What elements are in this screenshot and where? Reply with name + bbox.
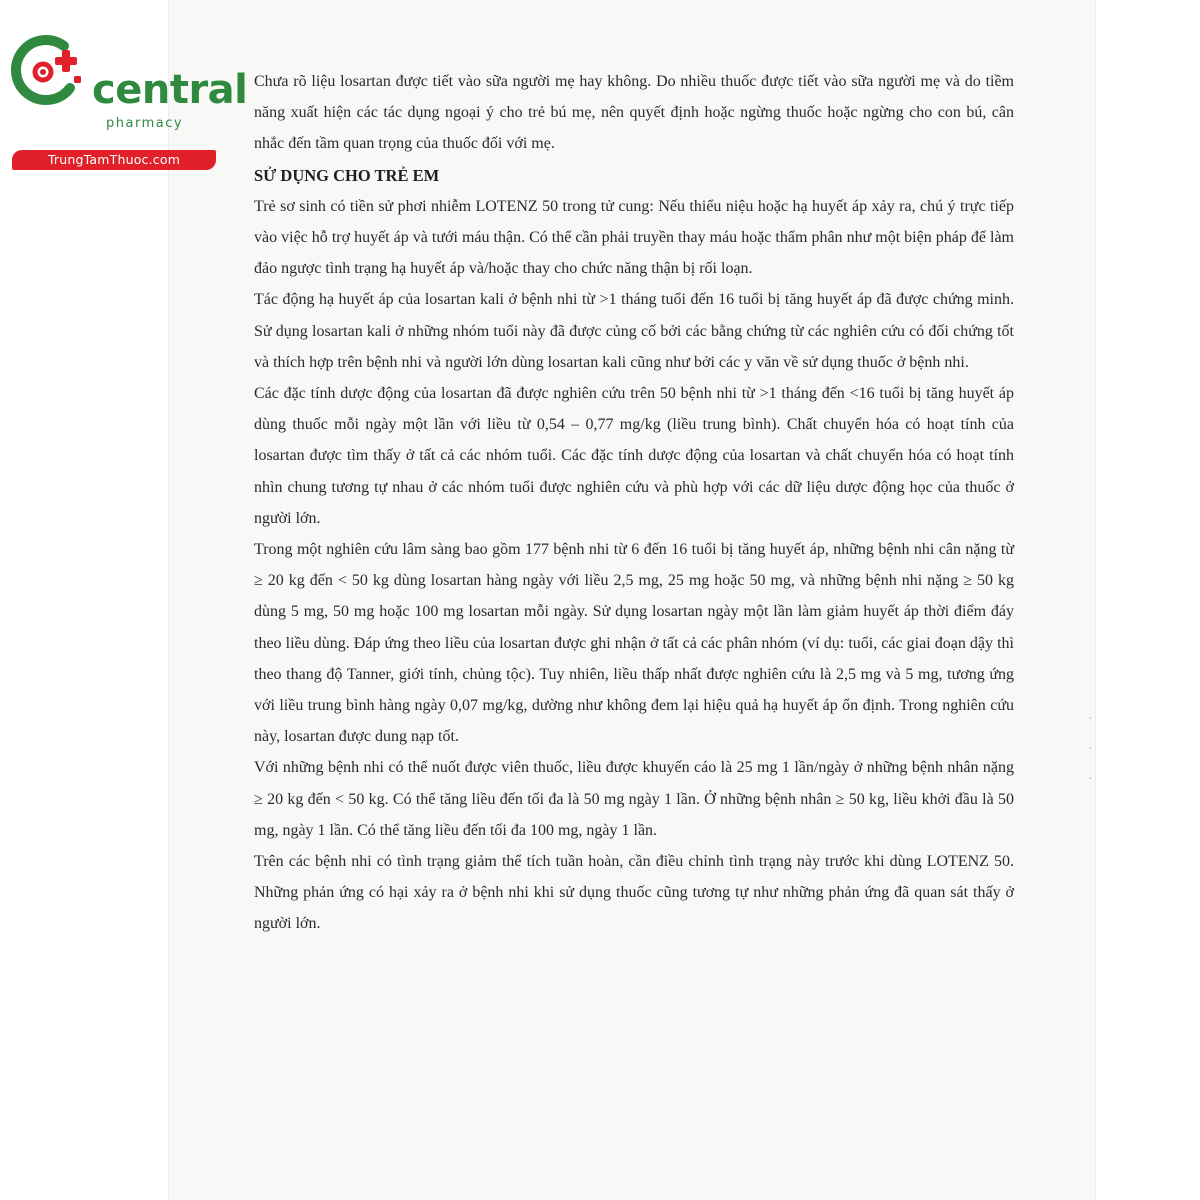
- heading-use-in-children: SỬ DỤNG CHO TRẺ EM: [254, 165, 440, 185]
- document-body: [254, 66, 1014, 940]
- paragraph-antihypertensive-effect: Tác động hạ huyết áp của losartan kali ở bệnh nhi từ >1 tháng tuổi đến 16 tuổi bị tăng huyết áp đã được chứng minh. Sử dụng losartan kali ở những nhóm tuổi này đã được củng cố bởi các bằng chứng từ các nghiên cứu có đối chứng tốt và thích hợp trên bệnh nhi và người lớn dùng losartan kali cũng như bởi các y văn về sử dụng thuốc ở bệnh nhi.: [254, 291, 1014, 371]
- paragraph-breastfeeding: Chưa rõ liệu losartan được tiết vào sữa người mẹ hay không. Do nhiều thuốc được tiết vào sữa người mẹ và do tiềm năng xuất hiện các tác dụng ngoại ý cho trẻ bú mẹ, nên quyết định hoặc ngừng thuốc hoặc ngừng cho con bú, cân nhắc đến tầm quan trọng của thuốc đối với mẹ.: [254, 73, 1014, 153]
- brand-subtitle: pharmacy: [106, 116, 184, 131]
- paragraph-neonates: Trẻ sơ sinh có tiền sử phơi nhiễm LOTENZ 50 trong tử cung: Nếu thiểu niệu hoặc hạ huyết áp xảy ra, chú ý trực tiếp vào việc hỗ trợ huyết áp và tưới máu thận. Có thể cần phải truyền thay máu hoặc thẩm phân như một biện pháp để làm đảo ngược tình trạng hạ huyết áp và/hoặc thay cho chức năng thận bị rối loạn.: [254, 197, 1014, 278]
- margin-stamp-mark: ·: [1088, 742, 1093, 757]
- paragraph-clinical-study: Trong một nghiên cứu lâm sàng bao gồm 177 bệnh nhi từ 6 đến 16 tuổi bị tăng huyết áp, những bệnh nhi cân nặng từ ≥ 20 kg đến < 50 kg dùng losartan hàng ngày với liều 2,5 mg, 25 mg hoặc 50 mg, và những bệnh nhi nặng ≥ 50 kg dùng 5 mg, 50 mg hoặc 100 mg losartan mỗi ngày. Sử dụng losartan ngày một lần làm giảm huyết áp thời điểm đáy theo liều dùng. Đáp ứng theo liều của losartan được ghi nhận ở tất cả các phân nhóm (ví dụ: tuổi, các giai đoạn dậy thì theo thang độ Tanner, giới tính, chủng tộc). Tuy nhiên, liều thấp nhất được nghiên cứu là 2,5 mg và 5 mg, tương ứng với liều trung bình hàng ngày 0,07 mg/kg, dường như không đem lại hiệu quả hạ huyết áp ổn định. Trong nghiên cứu này, losartan được dung nạp tốt.: [254, 541, 1014, 746]
- margin-stamp-mark: ·: [1088, 712, 1093, 727]
- paragraph-hypovolemia: Trên các bệnh nhi có tình trạng giảm thể tích tuần hoàn, cần điều chỉnh tình trạng này trước khi dùng LOTENZ 50. Những phản ứng có hại xảy ra ở bệnh nhi khi sử dụng thuốc cũng tương tự như những phản ứng đã quan sát thấy ở người lớn.: [254, 853, 1014, 933]
- central-pharmacy-cross-icon: [8, 32, 92, 116]
- central-pharmacy-logo[interactable]: [8, 32, 248, 167]
- brand-name: central: [92, 67, 248, 113]
- website-badge[interactable]: TrungTamThuoc.com: [12, 150, 216, 170]
- paragraph-dosage: Với những bệnh nhi có thể nuốt được viên thuốc, liều được khuyến cáo là 25 mg 1 lần/ngày ở những bệnh nhân nặng ≥ 20 kg đến < 50 kg. Có thể tăng liều đến tối đa là 50 mg ngày 1 lần. Ở những bệnh nhân ≥ 50 kg, liều khởi đầu là 50 mg, ngày 1 lần. Có thể tăng liều đến tối đa 100 mg, ngày 1 lần.: [254, 759, 1014, 839]
- paragraph-pharmacokinetics: Các đặc tính dược động của losartan đã được nghiên cứu trên 50 bệnh nhi từ >1 tháng đến <16 tuổi bị tăng huyết áp dùng thuốc mỗi ngày một lần với liều từ 0,54 – 0,77 mg/kg (liều trung bình). Chất chuyển hóa có hoạt tính của losartan được tìm thấy ở tất cả các nhóm tuổi. Các đặc tính dược động của losartan và chất chuyển hóa có hoạt tính nhìn chung tương tự nhau ở các nhóm tuổi được nghiên cứu và phù hợp với các dữ liệu dược động học của thuốc ở người lớn.: [254, 385, 1014, 527]
- margin-stamp-mark: ·: [1088, 772, 1093, 787]
